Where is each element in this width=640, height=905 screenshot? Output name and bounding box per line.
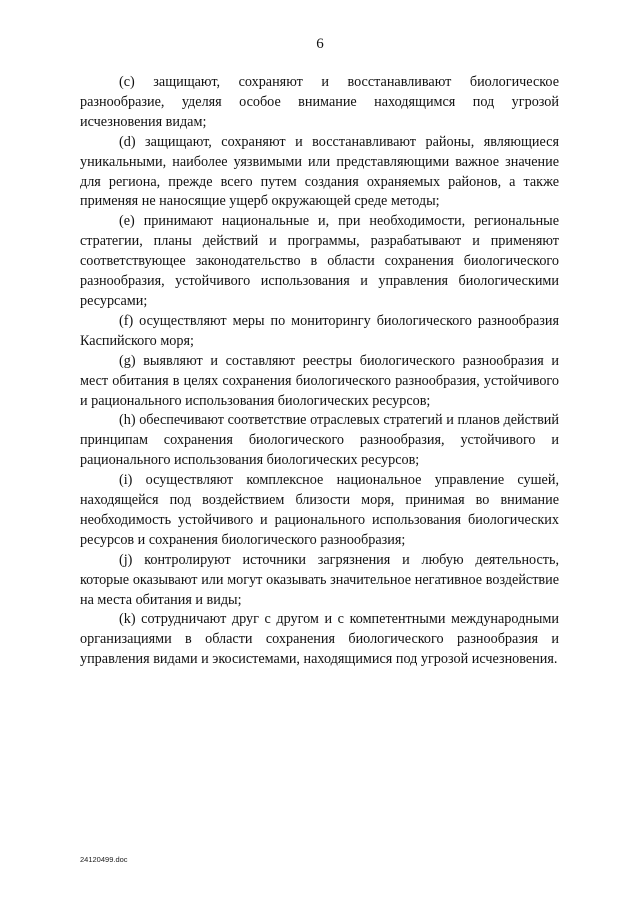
- paragraph-f: (f) осуществляют меры по мониторингу биологического разнообразия Каспийского моря;: [80, 312, 559, 349]
- paragraph-e: (e) принимают национальные и, при необходимости, региональные стратегии, планы действий и программы, разрабатывают и применяют соответствующее законодательство в области сохранения биологического разнообразия, устойчивого использования и управления биологическими ресурсами;: [80, 213, 559, 309]
- paragraph-i: (i) осуществляют комплексное национальное управление сушей, находящейся под воздействием близости моря, принимая во внимание необходимость устойчивого и рационального использования биологических ресурсов и сохранения биологического разнообразия;: [80, 472, 559, 548]
- document-body: [80, 73, 559, 670]
- paragraph-d: (d) защищают, сохраняют и восстанавливают районы, являющиеся уникальными, наиболее уязвимыми или представляющими важное значение для региона, прежде всего путем создания охраняемых районов, а также применяя не наносящие ущерб окружающей среде методы;: [80, 133, 559, 210]
- page-number: 6: [316, 36, 324, 52]
- paragraph-k: (k) сотрудничают друг с другом и с компетентными международными организациями в области сохранения биологического разнообразия и управления видами и экосистемами, находящимися под угрозой исчезновения.: [80, 611, 559, 668]
- footer-filename: 24120499.doc: [80, 855, 128, 864]
- paragraph-h: (h) обеспечивают соответствие отраслевых стратегий и планов действий принципам сохранения биологического разнообразия, устойчивого и рационального использования биологических ресурсов;: [80, 412, 559, 469]
- paragraph-c: (c) защищают, сохраняют и восстанавливают биологическое разнообразие, уделяя особое внимание находящимся под угрозой исчезновения видам;: [80, 74, 559, 130]
- paragraph-j: (j) контролируют источники загрязнения и любую деятельность, которые оказывают или могут оказывать значительное негативное воздействие на места обитания и виды;: [80, 551, 559, 608]
- paragraph-g: (g) выявляют и составляют реестры биологического разнообразия и мест обитания в целях сохранения биологического разнообразия, устойчивого и рационального использования биологических ресурсов;: [80, 352, 559, 409]
